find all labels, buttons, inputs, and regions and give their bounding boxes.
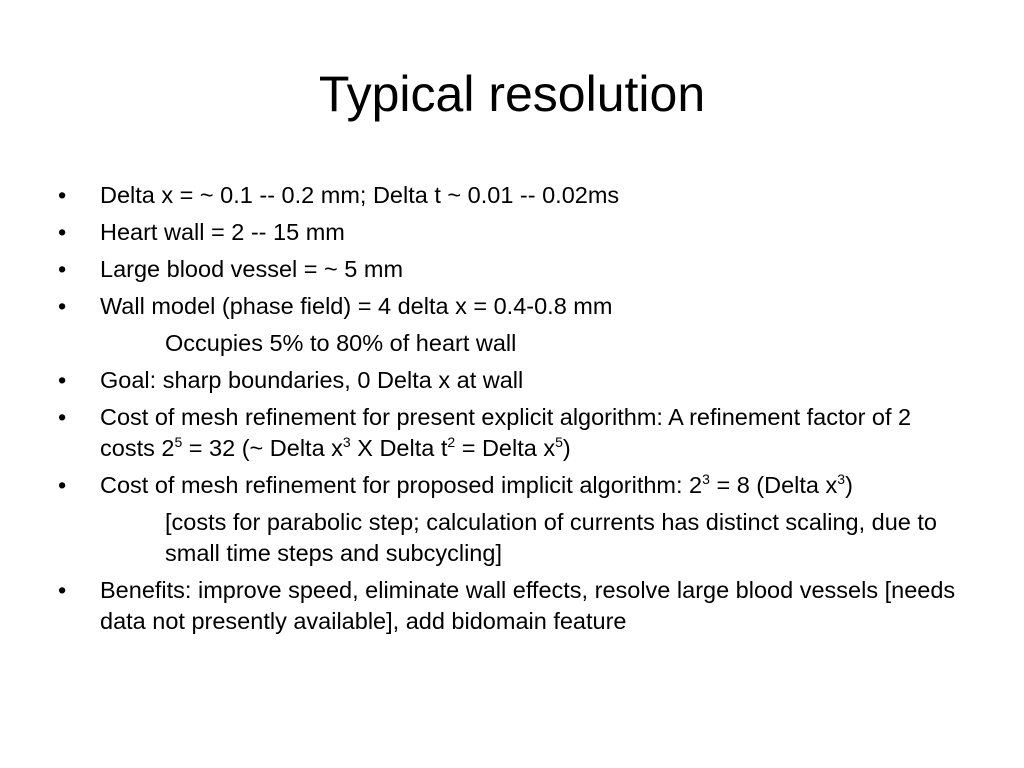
- sub-item-costs-note: [58, 507, 958, 569]
- text-run: Cost of mesh refinement for present explicit algorithm: A refinement factor of 2 costs 2: [100, 404, 912, 461]
- bullet-marker: •: [58, 293, 67, 319]
- exponent: 5: [555, 434, 563, 450]
- exponent: 2: [447, 434, 456, 450]
- bullet-text: Delta x = ~ 0.1 -- 0.2 mm; Delta t ~ 0.01 -- 0.02ms: [100, 182, 620, 208]
- bullet-marker: •: [58, 219, 67, 245]
- bullet-text: Benefits: improve speed, eliminate wall effects, resolve large blood vessels [needs data not presently available], add bidomain feature: [100, 577, 956, 634]
- bullet-explicit-cost: [58, 402, 958, 464]
- bullet-marker: •: [58, 256, 67, 282]
- bullet-wall-model: [58, 291, 958, 322]
- text-run: ): [562, 435, 571, 461]
- text-run: = Delta x: [455, 435, 556, 461]
- bullet-implicit-cost: [58, 470, 958, 501]
- bullet-marker: •: [58, 367, 67, 393]
- text-run: = 8 (Delta x: [709, 472, 838, 498]
- bullet-marker: •: [58, 182, 67, 208]
- text-run: = 32 (~ Delta x: [182, 435, 343, 461]
- text-run: Cost of mesh refinement for proposed implicit algorithm: 2: [100, 472, 703, 498]
- sub-item-text: Occupies 5% to 80% of heart wall: [165, 330, 517, 356]
- bullet-blood-vessel: [58, 254, 958, 285]
- bullet-benefits: [58, 575, 958, 637]
- text-run: X Delta t: [350, 435, 448, 461]
- bullet-text: [100, 404, 911, 461]
- bullet-text: Goal: sharp boundaries, 0 Delta x at wall: [100, 367, 524, 393]
- text-run: ): [845, 472, 853, 498]
- bullet-text: [100, 472, 853, 498]
- sub-item-text: [costs for parabolic step; calculation of currents has distinct scaling, due to small time steps and subcycling]: [165, 509, 937, 566]
- exponent: 3: [342, 434, 351, 450]
- bullet-text: Large blood vessel = ~ 5 mm: [100, 256, 404, 282]
- bullet-text: Wall model (phase field) = 4 delta x = 0.4-0.8 mm: [100, 293, 613, 319]
- bullet-marker: •: [58, 577, 67, 603]
- bullet-heart-wall: [58, 217, 958, 248]
- bullet-goal: [58, 365, 958, 396]
- exponent: 3: [702, 471, 710, 487]
- bullet-marker: •: [58, 472, 67, 498]
- bullet-delta-x: [58, 180, 958, 211]
- exponent: 5: [174, 434, 183, 450]
- exponent: 3: [837, 471, 846, 487]
- bullet-text: Heart wall = 2 -- 15 mm: [100, 219, 345, 245]
- bullet-list: [58, 180, 958, 643]
- bullet-marker: •: [58, 404, 67, 430]
- sub-item-occupies: [58, 328, 958, 359]
- slide-title: Typical resolution: [318, 66, 706, 122]
